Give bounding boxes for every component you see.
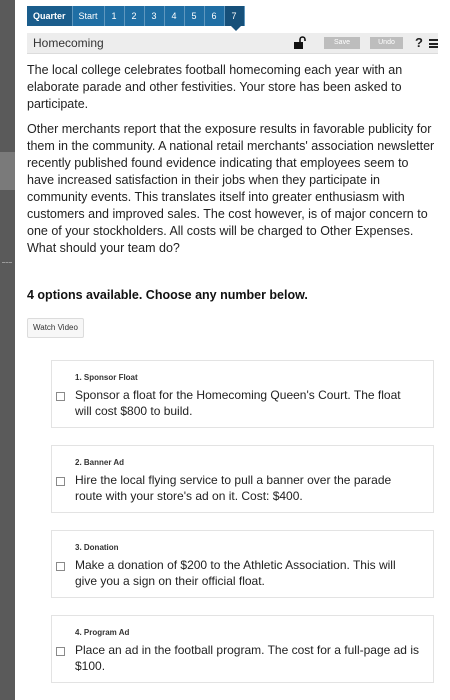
main-panel [15, 0, 450, 700]
hamburger-menu-icon[interactable] [429, 39, 438, 48]
scenario-paragraph-2: Other merchants report that the exposure results in favorable publicity for them in the community. A national retail merchants' association newsletter recently published found evidence indicating that employees seem to have increased satisfaction in their jobs when they participate in community events. This translates itself into greater enthusiasm with customers and improved sales. The cost however, is of major concern to one of your stockholders. All costs will be charged to Other Expenses. What should your team do? [27, 122, 435, 255]
option-text: Place an ad in the football program. The cost for a full-page ad is $100. [75, 643, 419, 673]
help-icon[interactable]: ? [415, 35, 423, 50]
option-checkbox[interactable] [56, 477, 65, 486]
tab-1[interactable]: 1 [105, 6, 125, 26]
tab-quarter[interactable]: Quarter [27, 6, 73, 26]
title-bar [27, 33, 438, 54]
option-title: 1. Sponsor Float [75, 373, 138, 382]
save-button[interactable]: Save [324, 37, 360, 49]
option-card-program-ad[interactable] [51, 615, 434, 683]
quarter-tabs [27, 6, 245, 26]
tab-2[interactable]: 2 [125, 6, 145, 26]
scenario-paragraph-1: The local college celebrates football homecoming each year with an elaborate parade and other festivities. Your store has been asked to participate. [27, 63, 403, 111]
option-text: Hire the local flying service to pull a banner over the parade route with your store's ad on it. Cost: $400. [75, 473, 392, 503]
option-checkbox[interactable] [56, 562, 65, 571]
tab-3[interactable]: 3 [145, 6, 165, 26]
scenario-description [27, 62, 438, 265]
option-card-sponsor-float[interactable] [51, 360, 434, 428]
option-text: Sponsor a float for the Homecoming Queen's Court. The float will cost $800 to build. [75, 388, 401, 418]
options-prompt: 4 options available. Choose any number below. [27, 288, 308, 302]
option-card-banner-ad[interactable] [51, 445, 434, 513]
sidebar-highlight [0, 152, 15, 190]
page-title: Homecoming [33, 36, 104, 50]
tab-6[interactable]: 6 [205, 6, 225, 26]
sidebar-dash [2, 262, 12, 263]
tab-7[interactable]: 7 [225, 6, 245, 26]
tab-4[interactable]: 4 [165, 6, 185, 26]
option-text: Make a donation of $200 to the Athletic Association. This will give you a sign on their official float. [75, 558, 396, 588]
option-title: 4. Program Ad [75, 628, 130, 637]
option-checkbox[interactable] [56, 647, 65, 656]
undo-button[interactable]: Undo [370, 37, 403, 49]
unlock-icon[interactable] [293, 36, 307, 50]
tab-start[interactable]: Start [73, 6, 105, 26]
option-title: 2. Banner Ad [75, 458, 125, 467]
option-title: 3. Donation [75, 543, 119, 552]
option-card-donation[interactable] [51, 530, 434, 598]
tab-5[interactable]: 5 [185, 6, 205, 26]
left-sidebar [0, 0, 15, 700]
watch-video-button[interactable]: Watch Video [27, 318, 84, 338]
option-checkbox[interactable] [56, 392, 65, 401]
